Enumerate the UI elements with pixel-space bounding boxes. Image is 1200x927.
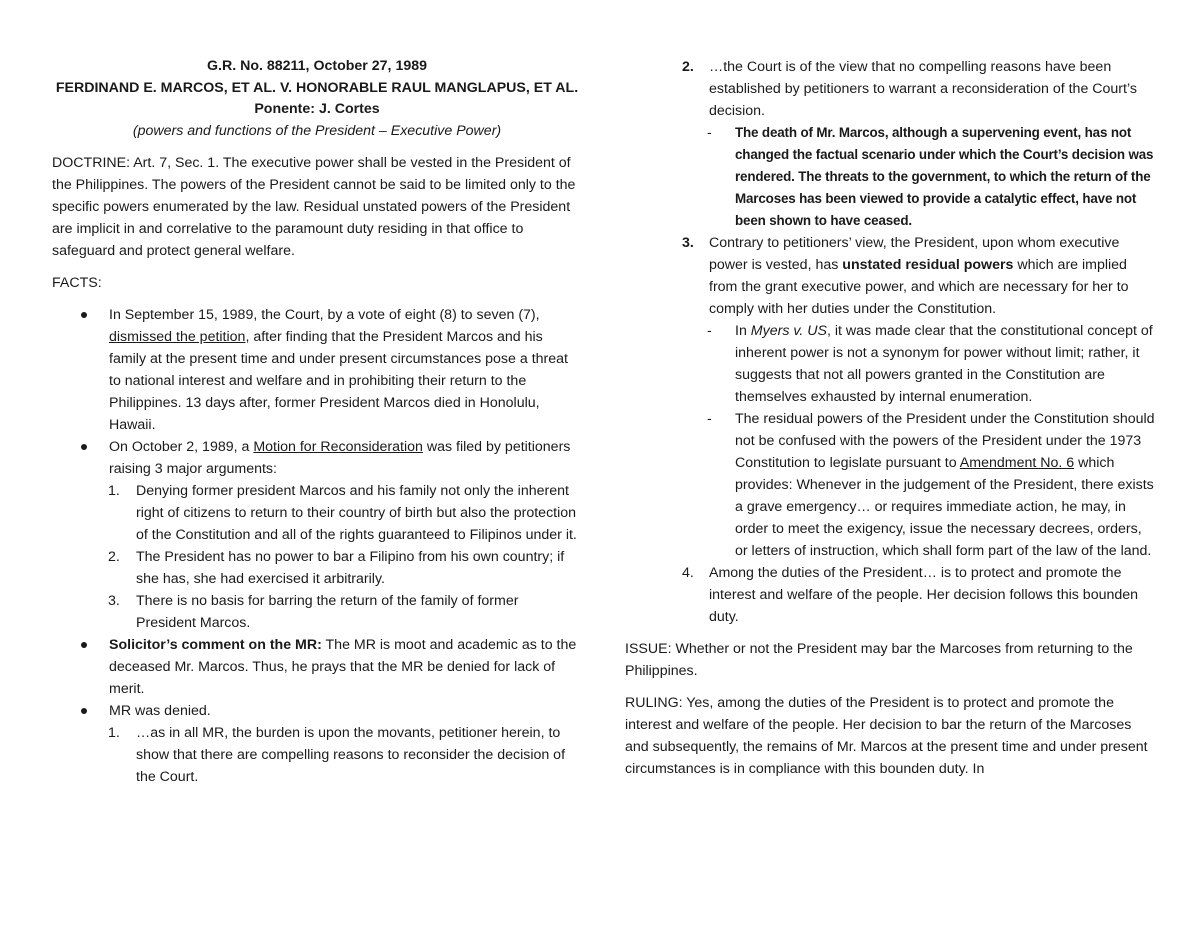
right-column [625,56,1155,780]
case-number: G.R. No. 88211, October 27, 1989 [206,58,428,74]
bullet-icon [81,312,87,318]
list-item: 3. Contrary to petitioners’ view, the President, upon whom executive power is vested, has unstated residual powers which are implied from the grant executive power, and which are necessary for her to comply with her duties under the Constitution. [682,235,1129,317]
facts-list [52,304,582,788]
underlined-phrase: Motion for Reconsideration [253,439,423,455]
ruling-paragraph: RULING: Yes, among the duties of the President is to protect and promote the interest and welfare of the people. Her decision to bar the return of the Marcoses and subsequently, the remains of Mr. Marcos at the present time and under present circumstances is in compliance with this bounden duty. In [625,695,1148,777]
dash-item: - The death of Mr. Marcos, although a supervening event, has not changed the factual scenario under which the Court’s decision was rendered. The threats to the government, to which the return of the Marcoses has been viewed to provide a catalytic effect, have not been shown to have ceased. [707,125,1154,228]
doctrine-paragraph: DOCTRINE: Art. 7, Sec. 1. The executive power shall be vested in the President of the Philippines. The powers of the President cannot be said to be limited only to the specific powers enumerated by the law. Residual unstated powers of the President are implicit in and correlative to the paramount duty residing in that office to safeguard and protect general welfare. [52,155,576,259]
bullet-icon [81,708,87,714]
facts-bullet: In September 15, 1989, the Court, by a vote of eight (8) to seven (7), dismissed the petition, after finding that the President Marcos and his family at the present time and under present circumstances pose a threat to national interest and welfare and in prohibiting their return to the Philippines. 13 days after, former President Marcos died in Honolulu, Hawaii. [52,304,582,436]
left-column [52,56,582,788]
underlined-phrase: Amendment No. 6 [959,455,1075,471]
list-item: 2. …the Court is of the view that no compelling reasons have been established by petitioners to warrant a reconsideration of the Court’s decision. [682,59,1137,119]
bullet-icon [81,642,87,648]
dash-item: - In Myers v. US, it was made clear that the constitutional concept of inherent power is not a synonym for power without limit; rather, it suggests that not all powers granted in the Constitution are themselves exhausted by internal enumeration. [707,323,1153,405]
list-item: 1. Denying former president Marcos and his family not only the inherent right of citizens to return to their country of birth but also the protection of the Constitution and all of the rights guaranteed to Filipinos under it. [108,483,577,543]
issue-paragraph: ISSUE: Whether or not the President may bar the Marcoses from returning to the Philippines. [625,641,1133,679]
arguments-list [52,480,582,634]
ponente: Ponente: J. Cortes [254,101,380,117]
dash-item: - The residual powers of the President under the Constitution should not be confused with the powers of the President under the 1973 Constitution to legislate pursuant to Amendment No. 6 which provides: Whenever in the judgement of the President, there exists a grave emergency… or requires immediate action, he may, in order to meet the exigency, issue the necessary decrees, orders, or letters of instruction, which shall form part of the law of the land. [707,411,1155,559]
list-item: 3. There is no basis for barring the return of the family of former President Marcos. [108,593,519,631]
case-header [52,56,582,142]
underlined-phrase: dismissed the petition [109,329,246,345]
bullet-icon [81,444,87,450]
facts-bullet: Solicitor’s comment on the MR: The MR is moot and academic as to the deceased Mr. Marcos. Thus, he prays that the MR be denied for lack of merit. [52,634,582,700]
facts-bullet: On October 2, 1989, a Motion for Reconsideration was filed by petitioners raising 3 major arguments: [52,436,582,480]
list-item: 2. The President has no power to bar a Filipino from his own country; if she has, she had exercised it arbitrarily. [108,549,565,587]
case-topic: (powers and functions of the President – Executive Power) [132,122,502,139]
facts-bullet: MR was denied. [52,700,582,722]
reasons-list [625,56,1155,628]
facts-label: FACTS: [52,275,102,291]
list-item: 4. Among the duties of the President… is to protect and promote the interest and welfare of the people. Her decision follows this bounden duty. [682,565,1139,625]
case-parties: FERDINAND E. MARCOS, ET AL. V. HONORABLE RAUL MANGLAPUS, ET AL. [55,79,579,96]
list-item: 1. …as in all MR, the burden is upon the movants, petitioner herein, to show that there are compelling reasons to reconsider the decision of the Court. [108,725,566,785]
